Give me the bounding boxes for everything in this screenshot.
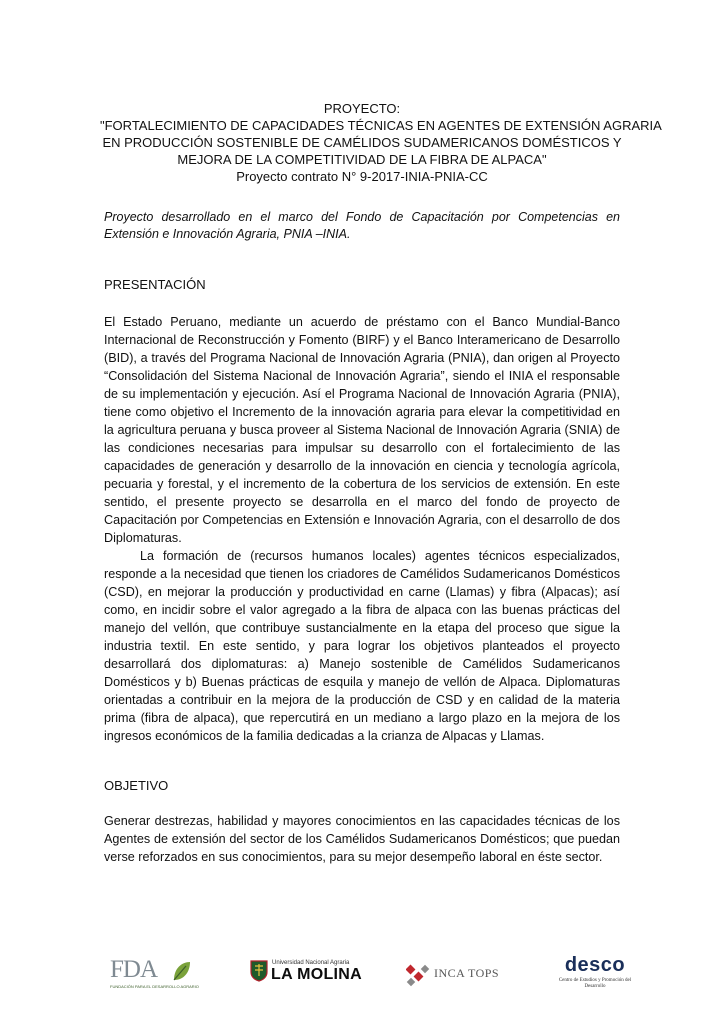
project-title-line-3: MEJORA DE LA COMPETITIVIDAD DE LA FIBRA DE ALPACA" bbox=[177, 152, 547, 167]
fda-logo-text: FDA bbox=[110, 956, 158, 983]
sponsor-logos bbox=[100, 954, 640, 996]
inca-tops-name: INCA TOPS bbox=[434, 966, 500, 980]
project-header bbox=[100, 100, 662, 185]
objetivo-body bbox=[104, 812, 620, 866]
presentacion-paragraph-1: El Estado Peruano, mediante un acuerdo de préstamo con el Banco Mundial-Banco Internacional de Reconstrucción y Fomento (BIRF) y el Banco Interamericano de Desarrollo (BID), a través del Programa Nacional de Innovación Agraria (PNIA), dan origen al Proyecto “Consolidación del Sistema Nacional de Innovación Agraria”, siendo el INIA el responsable de su implementación y ejecución. Así el Programa Nacional de Innovación Agraria (PNIA), tiene como objetivo el Incremento de la innovación agraria para elevar la competitividad en la agricultura peruana y busca proveer al Sistema Nacional de Innovación Agraria (SNIA) de las condiciones necesarias para impulsar su desarrollo con el fortalecimiento de las capacidades de generación y desarrollo de la innovación en ciencia y tecnología agrícola, pecuaria y forestal, y el incremento de la cobertura de los servicios de extensión. En este sentido, el presente proyecto se desarrolla en el marco del fondo de proyecto de Capacitación por Competencias en Extensión e Innovación Agraria, con el desarrollo de dos Diplomaturas. bbox=[104, 315, 620, 545]
section-heading-objetivo: OBJETIVO bbox=[104, 778, 169, 793]
project-title-line-1: "FORTALECIMIENTO DE CAPACIDADES TÉCNICAS EN AGENTES DE EXTENSIÓN AGRARIA bbox=[100, 118, 662, 133]
desco-logo bbox=[550, 954, 640, 996]
inca-tops-logo bbox=[406, 954, 516, 996]
fda-logo bbox=[110, 954, 200, 996]
header-label: PROYECTO: bbox=[323, 101, 401, 116]
desco-subtitle: Centro de Estudios y Promoción del Desarrollo bbox=[558, 978, 632, 989]
contract-number: Proyecto contrato N° 9-2017-INIA-PNIA-CC bbox=[236, 169, 488, 184]
leaf-icon bbox=[172, 960, 192, 982]
la-molina-logo bbox=[250, 954, 365, 996]
objetivo-paragraph: Generar destrezas, habilidad y mayores conocimientos en las capacidades técnicas de los Agentes de extensión del sector de los Camélidos Sudamericanos Domésticos; que puedan verse reforzados en sus conocimientos, para su mejor desempeño laboral en éste sector. bbox=[104, 814, 620, 864]
project-title-line-2: EN PRODUCCIÓN SOSTENIBLE DE CAMÉLIDOS SUDAMERICANOS DOMÉSTICOS Y bbox=[102, 135, 622, 150]
section-heading-presentacion: PRESENTACIÓN bbox=[104, 277, 206, 292]
desco-name: desco bbox=[564, 954, 626, 976]
la-molina-name: LA MOLINA bbox=[271, 966, 362, 983]
inca-mark-icon bbox=[406, 962, 430, 988]
crest-icon bbox=[250, 960, 268, 982]
presentacion-body bbox=[104, 313, 620, 745]
intro-paragraph: Proyecto desarrollado en el marco del Fondo de Capacitación por Competencias en Extensión e Innovación Agraria, PNIA –INIA. bbox=[104, 210, 620, 241]
la-molina-university-label: Universidad Nacional Agraria bbox=[272, 960, 350, 966]
presentacion-paragraph-2: La formación de (recursos humanos locales) agentes técnicos especializados, responde a la necesidad que tienen los criadores de Camélidos Sudamericanos Domésticos (CSD), en mejorar la producción y productividad en carne (Llamas) y fibra (Alpacas); así como, en incidir sobre el valor agregado a la fibra de alpaca con las buenas prácticas del manejo del vellón, que contribuye sustancialmente en la etapa del proceso que sigue la industria textil. En este sentido, y para lograr los objetivos planteados el proyecto desarrollará dos diplomaturas: a) Manejo sostenible de Camélidos Sudamericanos Domésticos y b) Buenas prácticas de esquila y manejo de vellón de Alpaca. Diplomaturas orientadas a contribuir en la mejora de la producción de CSD y en calidad de la materia prima (fibra de alpaca), que repercutirá en un mediano a largo plazo en la mejora de los ingresos económicos de la familia dedicadas a la crianza de Alpacas y Llamas. bbox=[104, 549, 620, 743]
fda-logo-subtitle: FUNDACIÓN PARA EL DESARROLLO AGRARIO bbox=[110, 984, 199, 989]
